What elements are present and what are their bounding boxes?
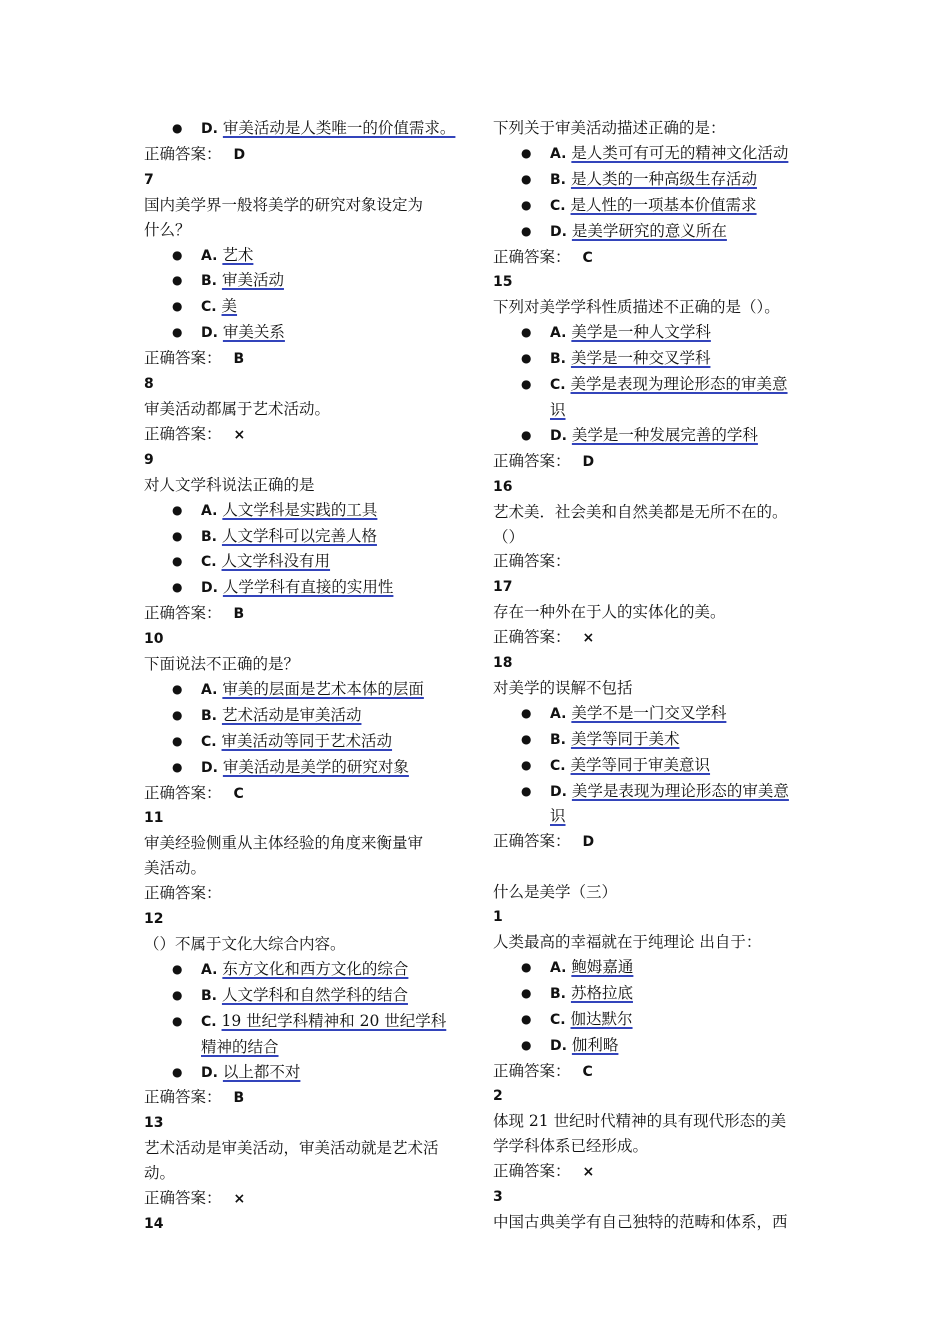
option-text[interactable]: 美学是表现为理论形态的审美意 [570, 375, 788, 394]
bullet-icon: ● [521, 731, 532, 746]
option-letter: C. [201, 1013, 217, 1030]
bullet-icon: ● [521, 757, 532, 772]
option-letter: B. [201, 987, 217, 1004]
option-letter: A. [201, 502, 218, 519]
option-text[interactable]: 东方文化和西方文化的综合 [222, 959, 409, 978]
option-letter: D. [201, 1064, 218, 1081]
answer-value: B [233, 1090, 245, 1107]
option-text[interactable]: 美学是表现为理论形态的审美意 [571, 781, 789, 800]
option-text[interactable]: 19 世纪学科精神和 20 世纪学科 [221, 1011, 447, 1030]
question-stem: 学学科体系已经形成。 [493, 1137, 649, 1156]
option-letter: B. [201, 273, 217, 290]
bullet-icon: ● [521, 145, 532, 160]
bullet-icon: ● [172, 273, 183, 288]
bullet-icon: ● [172, 733, 183, 748]
left-column [144, 116, 466, 1237]
option-text[interactable]: 美学不是一门交叉学科 [571, 703, 727, 722]
bullet-icon: ● [172, 502, 183, 517]
answer-label: 正确答案： [144, 144, 222, 163]
bullet-icon: ● [172, 121, 183, 135]
bullet-icon: ● [172, 325, 183, 340]
question-number: 1 [493, 909, 503, 926]
answer-option[interactable] [493, 727, 815, 753]
answer-line [493, 829, 815, 855]
option-text[interactable]: 审美活动是美学的研究对象 [222, 757, 409, 776]
option-letter: D. [201, 325, 218, 342]
question-number: 11 [144, 810, 164, 827]
answer-line [144, 346, 466, 372]
question-number: 16 [493, 478, 513, 495]
option-letter: B. [550, 171, 566, 188]
bullet-icon: ● [172, 987, 183, 1002]
answer-option[interactable] [493, 753, 815, 779]
answer-option[interactable] [144, 1060, 466, 1086]
question-stem: 对美学的误解不包括 [493, 678, 633, 697]
bullet-icon: ● [172, 299, 183, 314]
option-letter: D. [550, 223, 567, 240]
answer-value: D [582, 453, 595, 470]
option-letter: A. [550, 325, 567, 342]
answer-value: C [582, 249, 593, 266]
option-text[interactable]: 美 [221, 297, 238, 316]
spacer [493, 855, 815, 880]
option-letter: D. [201, 759, 218, 776]
option-letter: C. [550, 757, 566, 774]
answer-option[interactable] [144, 957, 466, 983]
option-text[interactable]: 人学学科有直接的实用性 [222, 578, 394, 597]
bullet-icon: ● [521, 783, 532, 798]
bullet-icon: ● [521, 171, 532, 186]
answer-option[interactable] [144, 524, 466, 550]
question-stem: 对人文学科说法正确的是 [144, 475, 315, 494]
question-number: 13 [144, 1115, 164, 1132]
answer-label: 正确答案： [493, 832, 571, 851]
question-number: 8 [144, 376, 154, 393]
question-number: 2 [493, 1088, 503, 1105]
answer-value: C [233, 785, 244, 802]
answer-label: 正确答案： [144, 349, 222, 368]
option-letter: C. [201, 554, 217, 571]
answer-label: 正确答案： [493, 628, 571, 647]
option-text[interactable]: 识 [550, 400, 566, 419]
option-letter: B. [201, 528, 217, 545]
answer-label: 正确答案： [493, 451, 571, 470]
option-letter: B. [550, 351, 566, 368]
option-text[interactable]: 艺术活动是审美活动 [221, 705, 362, 724]
question-stem: 体现 21 世纪时代精神的具有现代形态的美 [493, 1112, 787, 1131]
option-letter: B. [201, 707, 217, 724]
question-stem: 国内美学界一般将美学的研究对象设定为 [144, 195, 424, 214]
bullet-icon: ● [521, 223, 532, 238]
answer-label: 正确答案： [493, 552, 571, 571]
question-number: 7 [144, 171, 154, 188]
option-letter: D. [550, 427, 567, 444]
option-text[interactable]: 人文学科和自然学科的结合 [221, 985, 408, 1004]
answer-option[interactable] [144, 755, 466, 781]
answer-value: × [582, 1164, 595, 1181]
answer-option[interactable] [144, 729, 466, 755]
bullet-icon: ● [172, 961, 183, 976]
answer-value: D [233, 146, 246, 163]
answer-option[interactable] [493, 804, 815, 829]
option-letter: C. [201, 733, 217, 750]
answer-line [144, 1085, 466, 1111]
answer-option[interactable] [493, 1033, 815, 1059]
answer-option[interactable] [144, 677, 466, 703]
option-letter: A. [550, 705, 567, 722]
bullet-icon: ● [172, 580, 183, 595]
answer-option[interactable] [144, 1035, 466, 1060]
option-text[interactable]: 是美学研究的意义所在 [571, 221, 727, 240]
option-letter: C. [550, 197, 566, 214]
bullet-icon: ● [172, 247, 183, 262]
bullet-icon: ● [521, 1011, 532, 1026]
option-text[interactable]: 美学等同于美术 [570, 729, 680, 748]
answer-line [144, 1186, 466, 1212]
answer-label: 正确答案： [144, 424, 222, 443]
question-number: 9 [144, 451, 154, 468]
question-stem: （）不属于文化大综合内容。 [144, 935, 346, 953]
question-stem: 中国古典美学有自己独特的范畴和体系，西 [493, 1212, 788, 1231]
answer-option[interactable] [144, 1009, 466, 1035]
option-text[interactable]: 识 [550, 807, 566, 826]
bullet-icon: ● [172, 1064, 183, 1079]
question-number: 18 [493, 655, 513, 672]
answer-option[interactable] [144, 549, 466, 575]
option-letter: D. [550, 783, 567, 800]
option-letter: C. [550, 377, 566, 394]
bullet-icon: ● [172, 759, 183, 774]
option-text[interactable]: 美学是一种交叉学科 [570, 349, 711, 368]
answer-option[interactable] [493, 320, 815, 346]
question-stem: 下列关于审美活动描述正确的是： [493, 119, 726, 137]
answer-label: 正确答案： [493, 1061, 571, 1080]
answer-option[interactable] [493, 167, 815, 193]
option-text[interactable]: 是人类可有可无的精神文化活动 [571, 143, 789, 162]
answer-option[interactable] [493, 372, 815, 398]
answer-label: 正确答案： [493, 247, 571, 266]
question-number: 14 [144, 1215, 164, 1232]
option-letter: A. [550, 145, 567, 162]
question-number: 15 [493, 274, 513, 291]
answer-line [144, 601, 466, 627]
question-stem: 动。 [144, 1164, 176, 1183]
bullet-icon: ● [521, 197, 532, 212]
answer-option[interactable] [144, 575, 466, 601]
bullet-icon: ● [172, 681, 183, 696]
answer-option[interactable] [493, 955, 815, 981]
option-text[interactable]: 艺术 [222, 245, 254, 264]
right-column [493, 116, 815, 1235]
answer-line [144, 881, 466, 907]
answer-label: 正确答案： [144, 1088, 222, 1107]
answer-label: 正确答案： [144, 884, 222, 903]
answer-label: 正确答案： [144, 1189, 222, 1208]
answer-option[interactable] [144, 243, 466, 269]
answer-value: × [233, 1191, 246, 1208]
bullet-icon: ● [172, 528, 183, 543]
option-letter: D. [201, 580, 218, 597]
section-title: 什么是美学（三） [493, 883, 618, 902]
answer-option[interactable] [144, 268, 466, 294]
answer-option[interactable] [144, 320, 466, 346]
answer-option[interactable] [493, 779, 815, 805]
question-stem: 存在一种外在于人的实体化的美。 [493, 603, 726, 622]
option-text[interactable]: 人文学科没有用 [221, 552, 331, 571]
question-stem: 美活动。 [144, 859, 207, 878]
bullet-icon: ● [172, 1013, 183, 1028]
answer-line [144, 781, 466, 807]
answer-line [493, 625, 815, 651]
answer-value: × [582, 630, 595, 647]
answer-option[interactable] [493, 346, 815, 372]
question-number: 10 [144, 631, 164, 648]
option-text[interactable]: 美学是一种人文学科 [571, 323, 711, 342]
bullet-icon: ● [521, 377, 532, 392]
bullet-icon: ● [521, 985, 532, 1000]
option-text[interactable]: 人文学科是实践的工具 [222, 500, 378, 519]
option-letter: A. [201, 247, 218, 264]
answer-value: B [233, 351, 245, 368]
question-number: 12 [144, 911, 164, 928]
answer-option[interactable] [493, 219, 815, 245]
answer-label: 正确答案： [493, 1162, 571, 1181]
question-stem: 艺术美．社会美和自然美都是无所不在的。 [493, 502, 788, 521]
answer-option[interactable] [144, 703, 466, 729]
bullet-icon: ● [521, 705, 532, 720]
option-text[interactable]: 精神的结合 [201, 1037, 279, 1056]
option-text[interactable]: 审美的层面是艺术本体的层面 [222, 679, 424, 698]
option-text[interactable]: 以上都不对 [222, 1062, 301, 1081]
question-stem: 审美活动都属于艺术活动。 [144, 399, 331, 418]
answer-option[interactable] [493, 701, 815, 727]
bullet-icon: ● [521, 325, 532, 340]
answer-value: C [582, 1063, 593, 1080]
option-text[interactable]: 伽利略 [571, 1035, 619, 1054]
answer-option[interactable] [144, 116, 466, 142]
option-text[interactable]: 审美关系 [222, 323, 285, 342]
bullet-icon: ● [521, 351, 532, 366]
option-letter: D. [201, 121, 218, 137]
answer-line [493, 1159, 815, 1185]
bullet-icon: ● [172, 707, 183, 722]
answer-line [144, 142, 466, 168]
question-number: 17 [493, 579, 513, 596]
question-stem: （） [493, 527, 525, 546]
option-text[interactable]: 是人类的一种高级生存活动 [570, 169, 757, 188]
answer-line [493, 549, 815, 575]
answer-option[interactable] [493, 193, 815, 219]
option-text[interactable]: 鲍姆嘉通 [571, 957, 634, 976]
answer-option[interactable] [144, 983, 466, 1009]
question-stem: 艺术活动是审美活动，审美活动就是艺术活 [144, 1139, 439, 1158]
answer-option[interactable] [493, 141, 815, 167]
option-text[interactable]: 苏格拉底 [570, 983, 633, 1002]
option-letter: C. [201, 299, 217, 316]
answer-line [493, 449, 815, 475]
bullet-icon: ● [521, 1037, 532, 1052]
answer-line [493, 245, 815, 271]
option-text[interactable]: 审美活动等同于艺术活动 [221, 731, 393, 750]
answer-line [493, 1059, 815, 1085]
option-text[interactable]: 伽达默尔 [570, 1009, 633, 1028]
question-number: 3 [493, 1189, 503, 1206]
option-text[interactable]: 人文学科可以完善人格 [221, 526, 377, 545]
answer-value: B [233, 606, 245, 623]
option-letter: A. [201, 681, 218, 698]
question-stem: 人类最高的幸福就在于纯理论 出自于： [493, 932, 762, 951]
option-letter: B. [550, 985, 566, 1002]
option-text[interactable]: 是人性的一项基本价值需求 [570, 195, 757, 214]
answer-option[interactable] [493, 1007, 815, 1033]
answer-value: D [582, 834, 595, 851]
answer-label: 正确答案： [144, 783, 222, 802]
question-stem: 下面说法不正确的是？ [144, 655, 300, 674]
answer-value: × [233, 426, 246, 443]
option-text[interactable]: 审美活动是人类唯一的价值需求。 [222, 119, 456, 137]
answer-line [144, 422, 466, 448]
answer-label: 正确答案： [144, 604, 222, 623]
question-stem: 下列对美学学科性质描述不正确的是（）。 [493, 298, 780, 317]
answer-option[interactable] [144, 498, 466, 524]
answer-option[interactable] [493, 981, 815, 1007]
bullet-icon: ● [521, 959, 532, 974]
answer-option[interactable] [493, 398, 815, 423]
option-text[interactable]: 美学等同于审美意识 [570, 755, 711, 774]
option-letter: A. [201, 961, 218, 978]
bullet-icon: ● [521, 427, 532, 442]
option-letter: D. [550, 1037, 567, 1054]
question-stem: 审美经验侧重从主体经验的角度来衡量审 [144, 834, 424, 853]
option-letter: B. [550, 731, 566, 748]
bullet-icon: ● [172, 554, 183, 569]
option-text[interactable]: 美学是一种发展完善的学科 [571, 425, 758, 444]
answer-option[interactable] [144, 294, 466, 320]
answer-option[interactable] [493, 423, 815, 449]
option-letter: C. [550, 1011, 566, 1028]
option-text[interactable]: 审美活动 [221, 271, 284, 290]
option-letter: A. [550, 959, 567, 976]
question-stem: 什么？ [144, 220, 191, 239]
